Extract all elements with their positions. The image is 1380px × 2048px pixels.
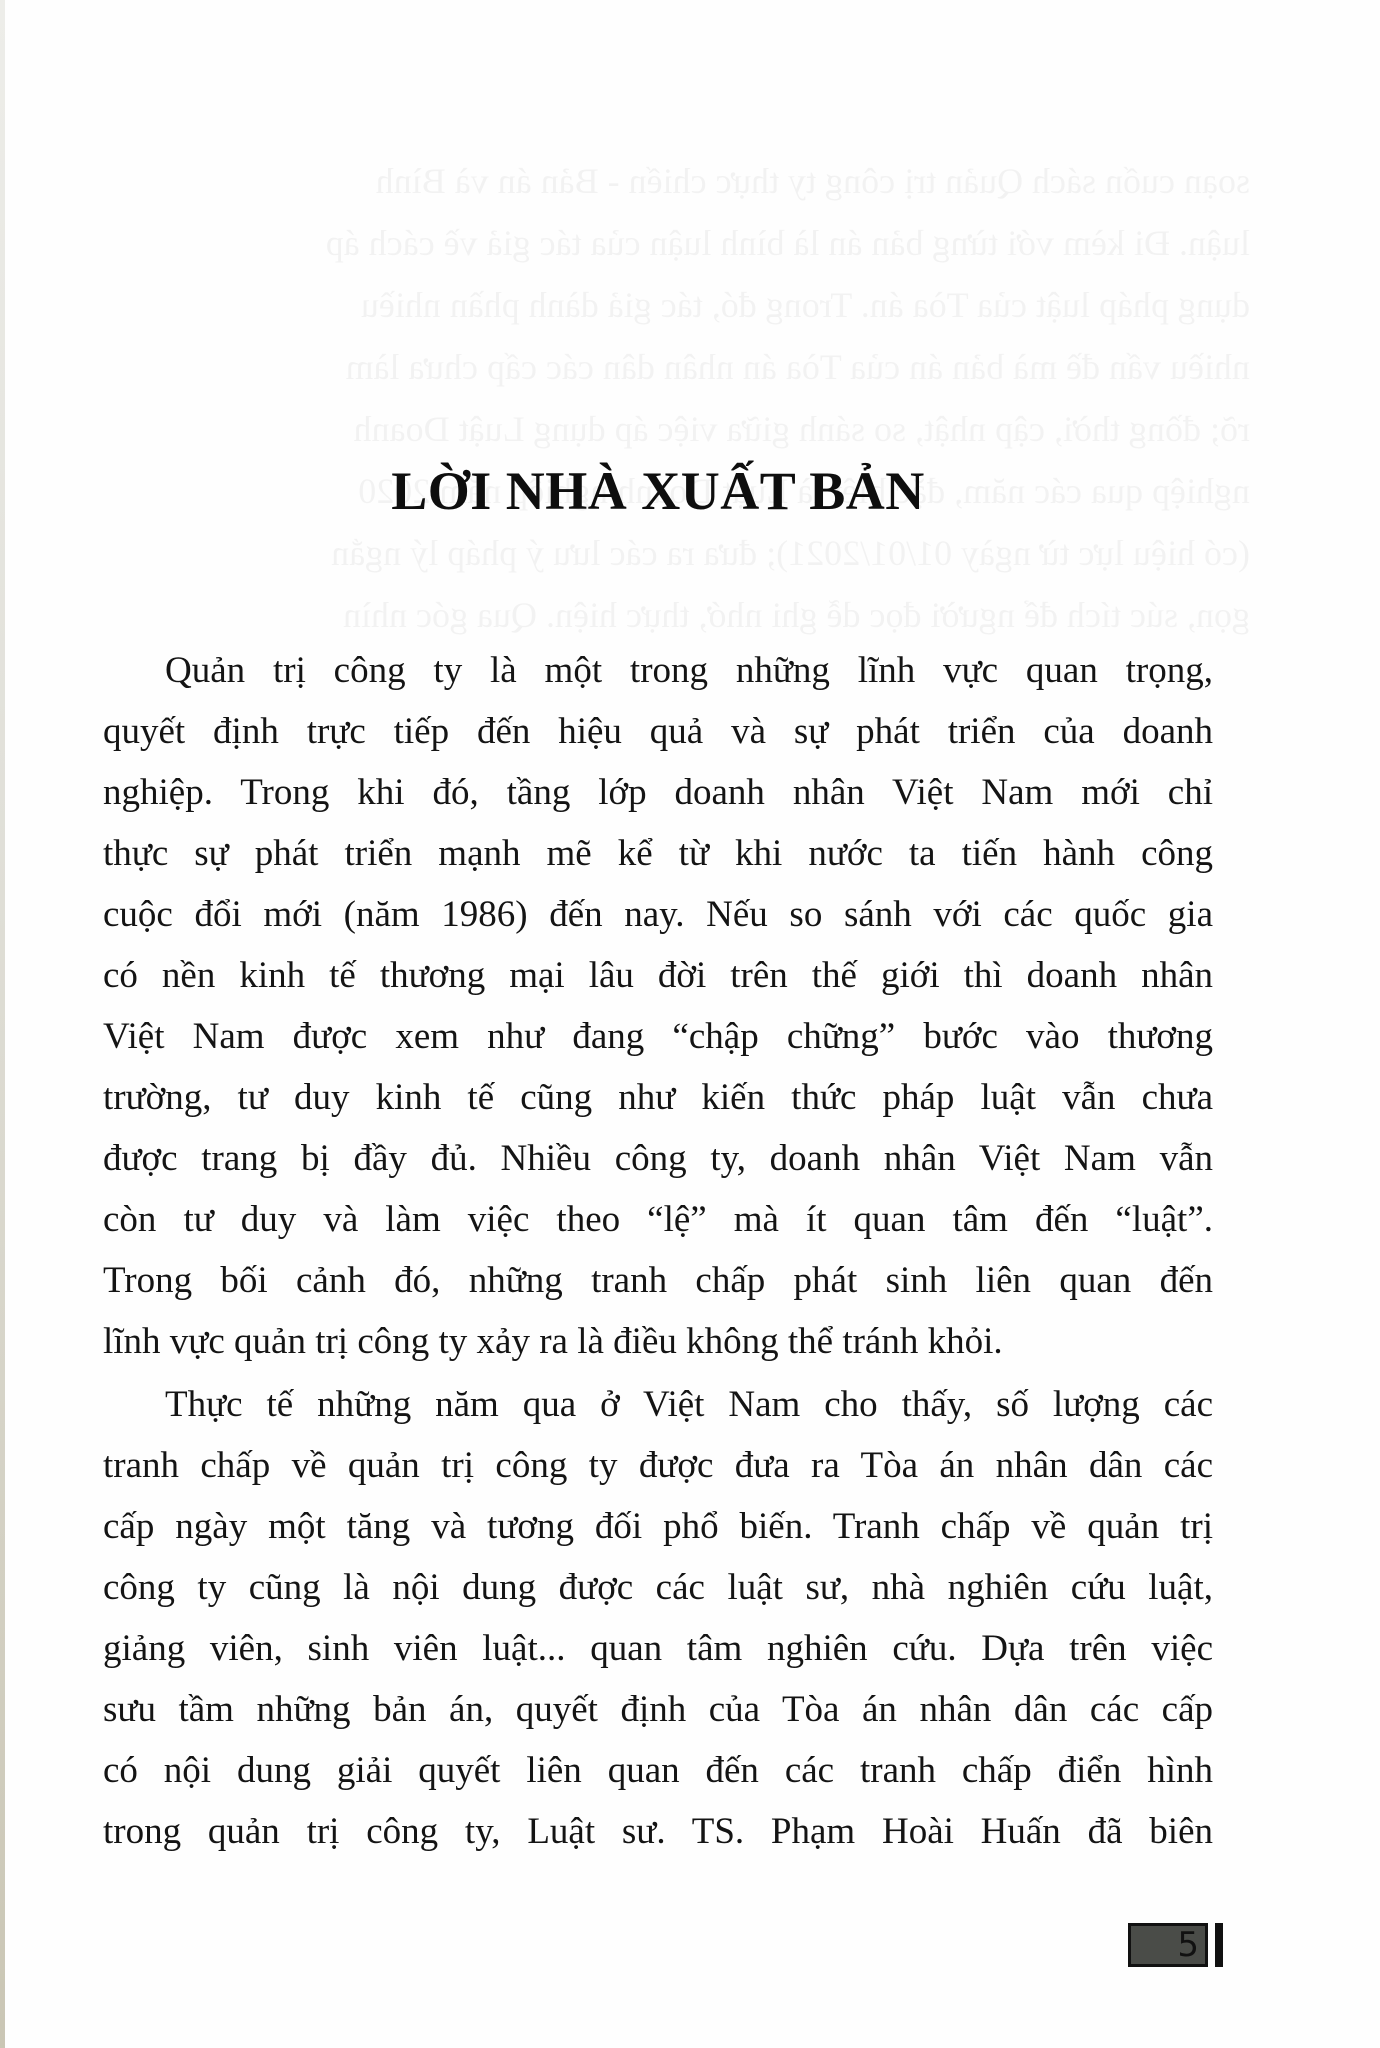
text-line: trong quản trị công ty, Luật sư. TS. Phạm Hoài Huấn đã biên xyxy=(103,1811,1213,1852)
text-line: thực sự phát triển mạnh mẽ kể từ khi nước ta tiến hành công xyxy=(103,833,1213,874)
paragraph-2 xyxy=(103,1374,1213,1862)
text-line: sưu tầm những bản án, quyết định của Tòa án nhân dân các cấp xyxy=(103,1689,1213,1730)
text-line: lĩnh vực quản trị công ty xảy ra là điều không thể tránh khỏi. xyxy=(103,1321,1003,1362)
text-line: còn tư duy và làm việc theo “lệ” mà ít quan tâm đến “luật”. xyxy=(103,1199,1213,1240)
text-line: giảng viên, sinh viên luật... quan tâm nghiên cứu. Dựa trên việc xyxy=(103,1628,1213,1669)
show-through-text xyxy=(150,150,1250,646)
page-number-bar xyxy=(1215,1923,1223,1967)
page-number-text: 5 xyxy=(1177,1925,1199,1965)
text-line: được trang bị đầy đủ. Nhiều công ty, doanh nhân Việt Nam vẫn xyxy=(103,1138,1213,1179)
text-line: tranh chấp về quản trị công ty được đưa ra Tòa án nhân dân các xyxy=(103,1445,1213,1486)
text-line: Quản trị công ty là một trong những lĩnh vực quan trọng, xyxy=(165,650,1213,691)
text-line: cuộc đổi mới (năm 1986) đến nay. Nếu so sánh với các quốc gia xyxy=(103,894,1213,935)
text-line: có nội dung giải quyết liên quan đến các tranh chấp điển hình xyxy=(103,1750,1213,1791)
page-title: LỜI NHÀ XUẤT BẢN xyxy=(391,461,925,521)
text-line: cấp ngày một tăng và tương đối phổ biến. Tranh chấp về quản trị xyxy=(103,1506,1213,1547)
page-edge-strip xyxy=(0,0,5,2048)
text-line: nghiệp. Trong khi đó, tầng lớp doanh nhân Việt Nam mới chỉ xyxy=(103,772,1213,813)
text-line: có nền kinh tế thương mại lâu đời trên thế giới thì doanh nhân xyxy=(103,955,1213,996)
text-line: Việt Nam được xem như đang “chập chững” bước vào thương xyxy=(103,1016,1213,1057)
page-number xyxy=(1128,1923,1223,1967)
text-line: quyết định trực tiếp đến hiệu quả và sự phát triển của doanh xyxy=(103,711,1213,752)
page-number-box xyxy=(1128,1923,1208,1967)
paragraph-1 xyxy=(103,640,1213,1372)
body-text xyxy=(103,640,1213,1862)
text-line: trường, tư duy kinh tế cũng như kiến thức pháp luật vẫn chưa xyxy=(103,1077,1213,1118)
text-line: Thực tế những năm qua ở Việt Nam cho thấy, số lượng các xyxy=(165,1384,1213,1425)
text-line: công ty cũng là nội dung được các luật sư, nhà nghiên cứu luật, xyxy=(103,1567,1213,1608)
text-line: Trong bối cảnh đó, những tranh chấp phát sinh liên quan đến xyxy=(103,1260,1213,1301)
